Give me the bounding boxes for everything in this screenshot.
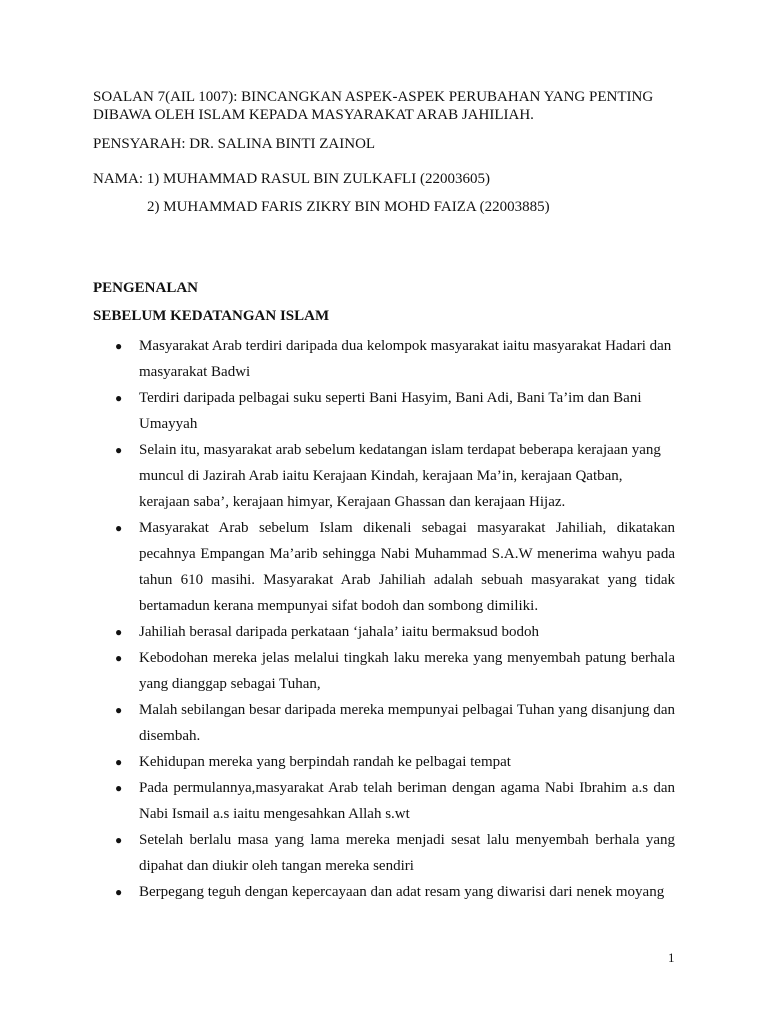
section-title-before-islam: SEBELUM KEDATANGAN ISLAM: [93, 308, 330, 324]
list-item-text: Masyarakat Arab terdiri daripada dua kelompok masyarakat iaitu masyarakat Hadari dan masyarakat Badwi: [139, 338, 672, 380]
list-item-text: Masyarakat Arab sebelum Islam dikenali sebagai masyarakat Jahiliah, dikatakan pecahnya Empangan Ma’arib sehingga Nabi Muhammad S.A.W menerima wahyu pada tahun 610 masihi. Masyarakat Arab Jahiliah adalah sebuah masyarakat yang tidak bertamadun kerana mempunyai sifat bodoh dan sombong dimiliki.: [139, 520, 675, 614]
student-name-2: 2) MUHAMMAD FARIS ZIKRY BIN MOHD FAIZA (22003885): [147, 199, 550, 215]
list-item: [93, 879, 675, 905]
list-item: [93, 333, 675, 385]
bullet-icon: ●: [115, 391, 123, 405]
list-item-text: Kebodohan mereka jelas melalui tingkah laku mereka yang menyembah patung berhala yang dianggap sebagai Tuhan,: [139, 650, 675, 692]
bullet-icon: ●: [115, 833, 123, 847]
list-item-text: Kehidupan mereka yang berpindah randah ke pelbagai tempat: [139, 754, 511, 770]
bullet-icon: ●: [115, 625, 123, 639]
bullet-icon: ●: [115, 755, 123, 769]
list-item-text: Terdiri daripada pelbagai suku seperti Bani Hasyim, Bani Adi, Bani Ta’im dan Bani Umayyah: [139, 390, 642, 432]
bullet-icon: ●: [115, 339, 123, 353]
list-item: [93, 697, 675, 749]
list-item: [93, 645, 675, 697]
bullet-icon: ●: [115, 781, 123, 795]
list-item: [93, 385, 675, 437]
list-item-text: Setelah berlalu masa yang lama mereka menjadi sesat lalu menyembah berhala yang dipahat dan diukir oleh tangan mereka sendiri: [139, 832, 675, 874]
section-title-introduction: PENGENALAN: [93, 280, 199, 296]
list-item: [93, 437, 675, 515]
list-item-text: Berpegang teguh dengan kepercayaan dan adat resam yang diwarisi dari nenek moyang: [139, 884, 665, 900]
bullet-icon: ●: [115, 703, 123, 717]
list-item: [93, 827, 675, 879]
list-item: [93, 515, 675, 619]
lecturer-name: PENSYARAH: DR. SALINA BINTI ZAINOL: [93, 136, 376, 152]
list-item-text: Selain itu, masyarakat arab sebelum kedatangan islam terdapat beberapa kerajaan yang muncul di Jazirah Arab iaitu Kerajaan Kindah, kerajaan Ma’in, kerajaan Qatban, kerajaan saba’, kerajaan himyar, Kerajaan Ghassan dan kerajaan Hijaz.: [139, 442, 661, 510]
bullet-list: [93, 333, 675, 905]
page-number: 1: [668, 950, 675, 965]
list-item-text: Jahiliah berasal daripada perkataan ‘jahala’ iaitu bermaksud bodoh: [139, 624, 539, 640]
bullet-icon: ●: [115, 443, 123, 457]
list-item: [93, 619, 675, 645]
list-item: [93, 775, 675, 827]
list-item: [93, 749, 675, 775]
list-item-text: Pada permulannya,masyarakat Arab telah beriman dengan agama Nabi Ibrahim a.s dan Nabi Ismail a.s iaitu mengesahkan Allah s.wt: [139, 780, 675, 822]
question-title-line1: SOALAN 7(AIL 1007): BINCANGKAN ASPEK-ASPEK PERUBAHAN YANG PENTING: [93, 89, 654, 105]
bullet-icon: ●: [115, 885, 123, 899]
list-item-text: Malah sebilangan besar daripada mereka mempunyai pelbagai Tuhan yang disanjung dan disembah.: [139, 702, 675, 744]
question-title-line2: DIBAWA OLEH ISLAM KEPADA MASYARAKAT ARAB JAHILIAH.: [93, 107, 534, 123]
bullet-icon: ●: [115, 521, 123, 535]
student-name-1: NAMA: 1) MUHAMMAD RASUL BIN ZULKAFLI (22003605): [93, 171, 490, 187]
bullet-icon: ●: [115, 651, 123, 665]
